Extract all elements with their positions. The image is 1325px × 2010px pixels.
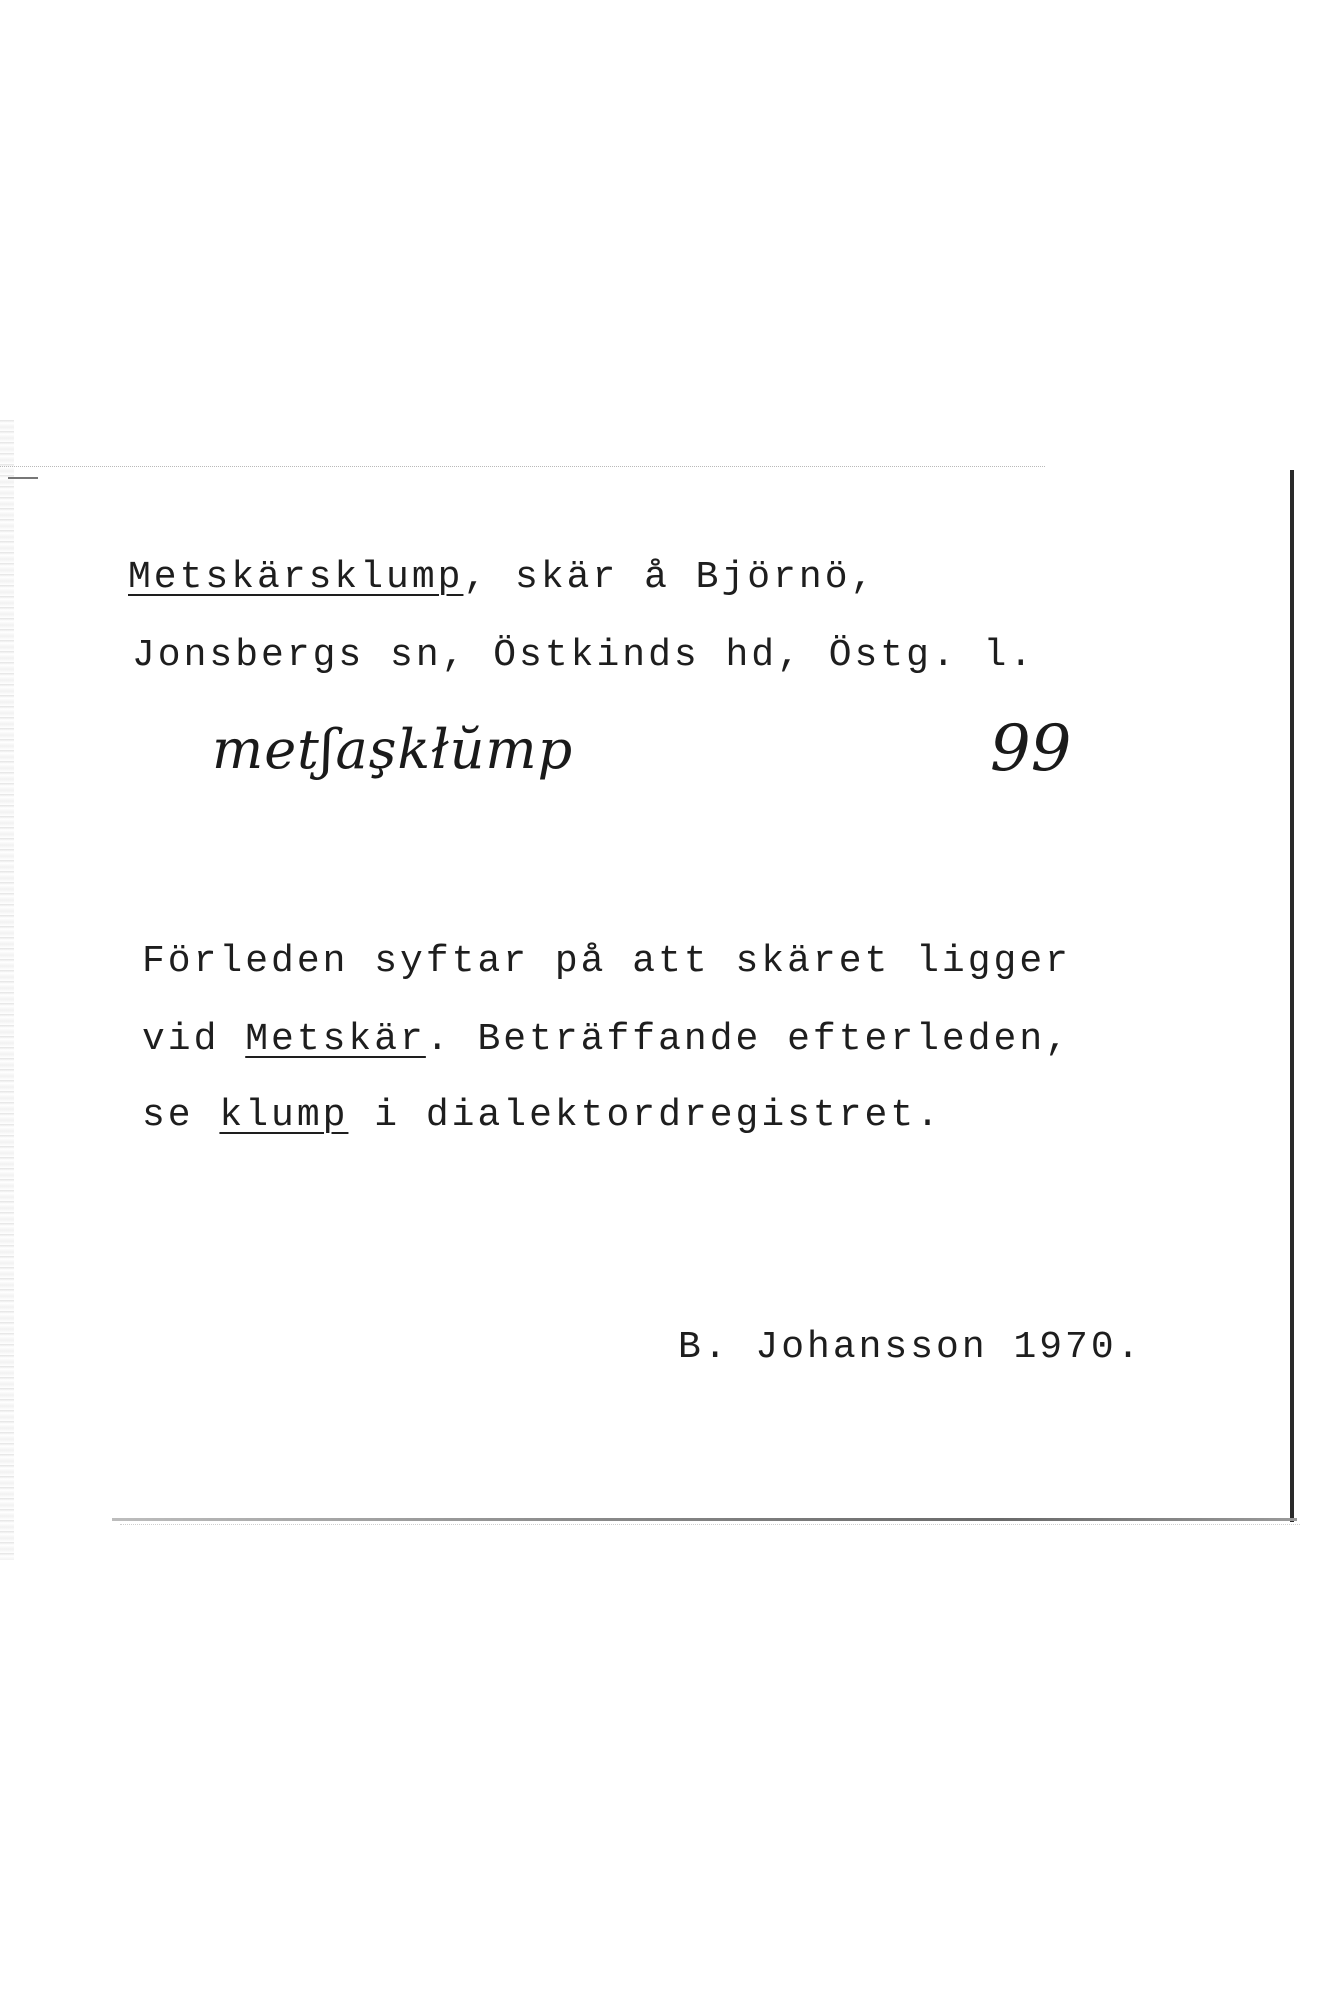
- handwritten-number: 99: [990, 712, 1072, 786]
- location-line-1: , skär å Björnö,: [463, 556, 877, 599]
- card-top-edge: [0, 466, 1045, 467]
- card-bottom-edge: [112, 1518, 1297, 1521]
- note-line-2: [142, 1018, 1071, 1061]
- card-bottom-shadow: [120, 1524, 1300, 1526]
- card-corner-mark: [8, 477, 38, 479]
- headword: Metskärsklump: [128, 556, 464, 599]
- note-line-3-start: se: [142, 1094, 220, 1137]
- signature: B. Johansson 1970.: [678, 1326, 1143, 1369]
- note-line-1: Förleden syftar på att skäret ligger: [142, 940, 1071, 983]
- note-line-2-end: . Beträffande efterleden,: [425, 1018, 1071, 1061]
- card-right-edge: [1290, 470, 1294, 1522]
- note-line-3: [142, 1094, 942, 1137]
- entry-heading: [128, 556, 876, 599]
- cross-reference-klump: klump: [219, 1094, 349, 1137]
- scan-edge-speckle: [0, 420, 14, 1560]
- cross-reference-metskar: Metskär: [245, 1018, 426, 1061]
- note-line-3-end: i dialektordregistret.: [348, 1094, 942, 1137]
- handwritten-pronunciation: metʃaşkłŭmp: [212, 718, 574, 781]
- location-line-2: Jonsbergs sn, Östkinds hd, Östg. l.: [132, 634, 1036, 677]
- note-line-2-start: vid: [142, 1018, 246, 1061]
